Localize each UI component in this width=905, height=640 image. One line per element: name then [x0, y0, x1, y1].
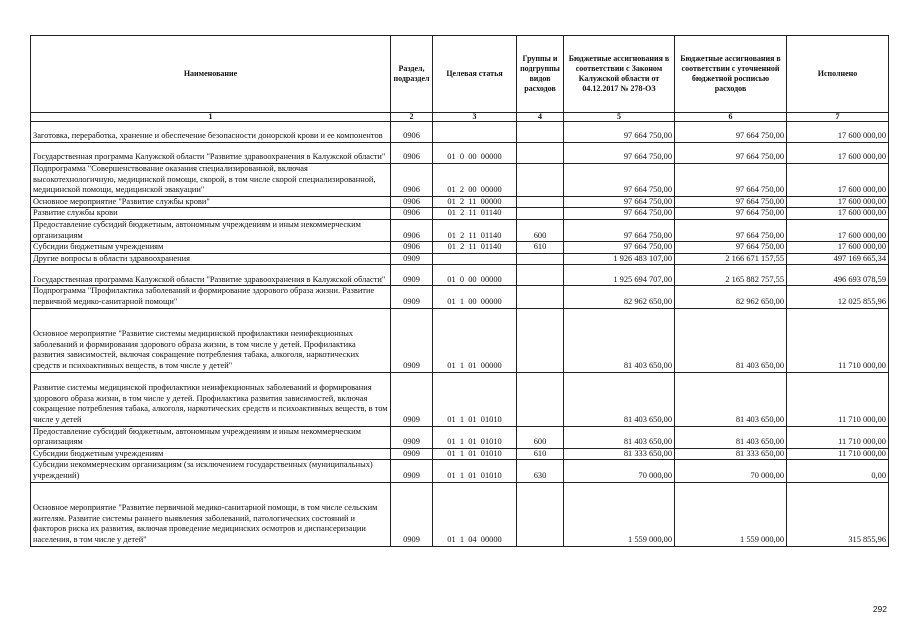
cell-target: 01 0 00 00000 [433, 265, 517, 286]
cell-executed: 11 710 000,00 [787, 426, 889, 448]
table-row [31, 426, 889, 448]
table-row [31, 482, 889, 546]
table-row [31, 265, 889, 286]
cell-target: 01 2 11 00000 [433, 196, 517, 208]
cell-section: 0906 [391, 219, 433, 241]
cell-refined: 81 333 650,00 [675, 448, 787, 460]
header-name: Наименование [31, 36, 391, 113]
column-number: 4 [517, 113, 564, 122]
cell-target: 01 1 01 01010 [433, 460, 517, 482]
table-row [31, 308, 889, 372]
cell-refined: 81 403 650,00 [675, 308, 787, 372]
cell-law: 97 664 750,00 [564, 164, 675, 197]
table-row [31, 286, 889, 308]
cell-section: 0909 [391, 253, 433, 265]
cell-refined: 97 664 750,00 [675, 164, 787, 197]
cell-law: 82 962 650,00 [564, 286, 675, 308]
cell-group [517, 372, 564, 426]
column-number: 5 [564, 113, 675, 122]
cell-executed: 17 600 000,00 [787, 208, 889, 220]
cell-section: 0909 [391, 265, 433, 286]
cell-name: Основное мероприятие "Развитие службы крови" [31, 196, 391, 208]
budget-table [30, 35, 889, 547]
cell-target: 01 1 01 00000 [433, 308, 517, 372]
cell-executed: 17 600 000,00 [787, 164, 889, 197]
cell-target: 01 1 01 01010 [433, 448, 517, 460]
cell-law: 81 333 650,00 [564, 448, 675, 460]
cell-refined: 82 962 650,00 [675, 286, 787, 308]
column-number: 7 [787, 113, 889, 122]
cell-section: 0909 [391, 286, 433, 308]
cell-target: 01 1 01 01010 [433, 426, 517, 448]
cell-law: 1 925 694 707,00 [564, 265, 675, 286]
cell-refined: 97 664 750,00 [675, 242, 787, 254]
cell-section: 0909 [391, 426, 433, 448]
cell-target [433, 253, 517, 265]
page-number: 292 [872, 604, 887, 614]
cell-executed: 17 600 000,00 [787, 122, 889, 143]
cell-group [517, 286, 564, 308]
table-row [31, 143, 889, 164]
cell-target: 01 0 00 00000 [433, 143, 517, 164]
table-row [31, 460, 889, 482]
header-section: Раздел, подраздел [391, 36, 433, 113]
cell-section: 0906 [391, 143, 433, 164]
cell-target: 01 2 11 01140 [433, 242, 517, 254]
cell-executed: 17 600 000,00 [787, 242, 889, 254]
cell-group: 600 [517, 219, 564, 241]
cell-law: 81 403 650,00 [564, 372, 675, 426]
table-row [31, 242, 889, 254]
cell-group [517, 122, 564, 143]
cell-group [517, 196, 564, 208]
cell-law: 97 664 750,00 [564, 242, 675, 254]
table-row [31, 372, 889, 426]
cell-name: Другие вопросы в области здравоохранения [31, 253, 391, 265]
cell-group [517, 143, 564, 164]
cell-target: 01 2 11 01140 [433, 219, 517, 241]
cell-law: 97 664 750,00 [564, 219, 675, 241]
cell-executed: 315 855,96 [787, 482, 889, 546]
cell-section: 0909 [391, 460, 433, 482]
cell-name: Основное мероприятие "Развитие системы медицинской профилактики неинфекционных заболеваний и формирования здорового образа жизни, в том числе у детей. Профилактика развития зависимостей, включая сокращение потребления табака, алкоголя, наркотических средств и психоактивных веществ, в том числе у детей" [31, 308, 391, 372]
header-group: Группы и подгруппы видов расходов [517, 36, 564, 113]
cell-refined: 97 664 750,00 [675, 143, 787, 164]
cell-target [433, 122, 517, 143]
cell-name: Основное мероприятие "Развитие первичной медико-санитарной помощи, в том числе сельским жителям. Развитие системы раннего выявления заболеваний, патологических состояний и факторов риска их развития, включая проведение медицинских осмотров и диспансеризации населения, в том числе у детей" [31, 482, 391, 546]
cell-section: 0906 [391, 242, 433, 254]
cell-group: 600 [517, 426, 564, 448]
column-number: 2 [391, 113, 433, 122]
cell-name: Государственная программа Калужской области "Развитие здравоохранения в Калужской области" [31, 143, 391, 164]
cell-law: 81 403 650,00 [564, 426, 675, 448]
cell-name: Развитие системы медицинской профилактики неинфекционных заболеваний и формирования здорового образа жизни, в том числе у детей. Профилактика развития зависимостей, включая сокращение потребления табака, алкоголя, наркотических средств и психоактивных веществ, в том числе у детей [31, 372, 391, 426]
table-row [31, 208, 889, 220]
cell-refined: 1 559 000,00 [675, 482, 787, 546]
cell-law: 1 559 000,00 [564, 482, 675, 546]
cell-executed: 496 693 078,59 [787, 265, 889, 286]
cell-refined: 97 664 750,00 [675, 219, 787, 241]
cell-group [517, 253, 564, 265]
cell-refined: 97 664 750,00 [675, 122, 787, 143]
cell-executed: 0,00 [787, 460, 889, 482]
cell-name: Развитие службы крови [31, 208, 391, 220]
cell-refined: 81 403 650,00 [675, 426, 787, 448]
table-row [31, 164, 889, 197]
cell-refined: 2 166 671 157,55 [675, 253, 787, 265]
cell-name: Субсидии бюджетным учреждениям [31, 448, 391, 460]
cell-executed: 17 600 000,00 [787, 219, 889, 241]
cell-refined: 97 664 750,00 [675, 196, 787, 208]
header-row [31, 36, 889, 113]
header-refined: Бюджетные ассигнования в соответствии с уточненной бюджетной росписью расходов [675, 36, 787, 113]
cell-group [517, 208, 564, 220]
column-number: 1 [31, 113, 391, 122]
cell-name: Предоставление субсидий бюджетным, автономным учреждениям и иным некоммерческим организациям [31, 426, 391, 448]
table-row [31, 196, 889, 208]
cell-law: 97 664 750,00 [564, 122, 675, 143]
cell-executed: 11 710 000,00 [787, 448, 889, 460]
cell-section: 0906 [391, 196, 433, 208]
cell-executed: 497 169 665,34 [787, 253, 889, 265]
cell-group [517, 265, 564, 286]
cell-law: 97 664 750,00 [564, 196, 675, 208]
cell-law: 1 926 483 107,00 [564, 253, 675, 265]
column-number-row [31, 113, 889, 122]
cell-name: Субсидии бюджетным учреждениям [31, 242, 391, 254]
cell-refined: 70 000,00 [675, 460, 787, 482]
table-row [31, 219, 889, 241]
cell-law: 70 000,00 [564, 460, 675, 482]
cell-law: 97 664 750,00 [564, 143, 675, 164]
cell-group [517, 482, 564, 546]
cell-name: Государственная программа Калужской области "Развитие здравоохранения в Калужской области" [31, 265, 391, 286]
cell-target: 01 1 04 00000 [433, 482, 517, 546]
cell-law: 97 664 750,00 [564, 208, 675, 220]
table-row [31, 122, 889, 143]
cell-group: 610 [517, 448, 564, 460]
cell-section: 0906 [391, 208, 433, 220]
table-row [31, 448, 889, 460]
header-law: Бюджетные ассигнования в соответствии с Законом Калужской области от 04.12.2017 № 278-ОЗ [564, 36, 675, 113]
column-number: 6 [675, 113, 787, 122]
cell-refined: 81 403 650,00 [675, 372, 787, 426]
cell-refined: 97 664 750,00 [675, 208, 787, 220]
header-target: Целевая статья [433, 36, 517, 113]
cell-name: Подпрограмма "Совершенствование оказания специализированной, включая высокотехнологичную, медицинской помощи, скорой, в том числе скорой специализированной, медицинской помощи, медицинской эвакуации" [31, 164, 391, 197]
cell-section: 0909 [391, 448, 433, 460]
cell-name: Предоставление субсидий бюджетным, автономным учреждениям и иным некоммерческим организациям [31, 219, 391, 241]
cell-target: 01 1 00 00000 [433, 286, 517, 308]
table-row [31, 253, 889, 265]
header-executed: Исполнено [787, 36, 889, 113]
cell-executed: 11 710 000,00 [787, 372, 889, 426]
cell-target: 01 2 11 01140 [433, 208, 517, 220]
cell-executed: 12 025 855,96 [787, 286, 889, 308]
cell-name: Подпрограмма "Профилактика заболеваний и формирование здорового образа жизни. Развитие первичной медико-санитарной помощи" [31, 286, 391, 308]
cell-executed: 17 600 000,00 [787, 143, 889, 164]
cell-law: 81 403 650,00 [564, 308, 675, 372]
cell-name: Заготовка, переработка, хранение и обеспечение безопасности донорской крови и ее компонентов [31, 122, 391, 143]
cell-group: 630 [517, 460, 564, 482]
cell-group [517, 308, 564, 372]
cell-target: 01 1 01 01010 [433, 372, 517, 426]
cell-section: 0909 [391, 482, 433, 546]
cell-section: 0906 [391, 164, 433, 197]
cell-executed: 17 600 000,00 [787, 196, 889, 208]
cell-name: Субсидии некоммерческим организациям (за исключением государственных (муниципальных) учреждений) [31, 460, 391, 482]
cell-group [517, 164, 564, 197]
cell-refined: 2 165 882 757,55 [675, 265, 787, 286]
cell-section: 0906 [391, 122, 433, 143]
cell-executed: 11 710 000,00 [787, 308, 889, 372]
cell-section: 0909 [391, 308, 433, 372]
cell-group: 610 [517, 242, 564, 254]
cell-section: 0909 [391, 372, 433, 426]
cell-target: 01 2 00 00000 [433, 164, 517, 197]
column-number: 3 [433, 113, 517, 122]
